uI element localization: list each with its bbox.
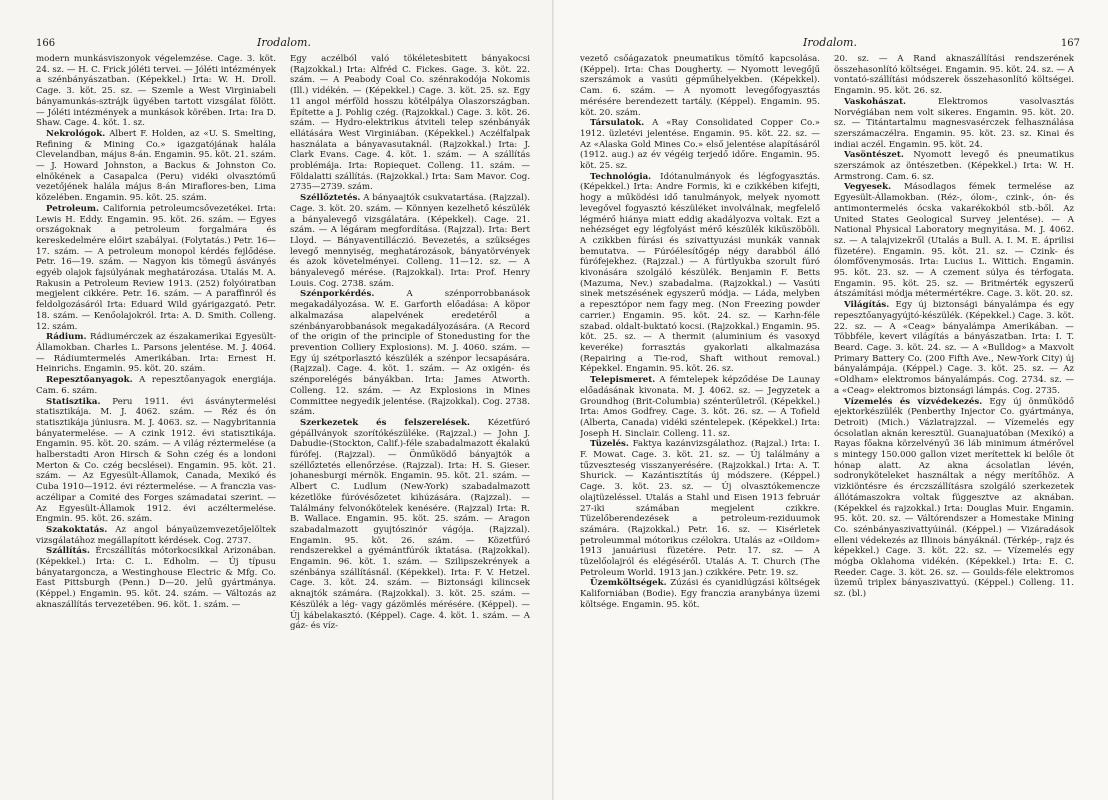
- entry-paragraph: [36, 54, 276, 129]
- entry-text: A fémtelepek képződése De Launay előadásának kivonata. M. J. 4062. sz. — Jegyzetek a Groundhog (Brit-Columbia) szénterületről. (Képekkel.) Irta: Amos Godfrey. Cage. 3. köt. 26. sz. — A Tofield (Alberta, Canada) vidéki széntelepek. (Képekkel.) Irta: Joseph H. Sinclair. Colleng. 11. sz.: [580, 375, 820, 439]
- section-heading: Üzemköltségek.: [590, 578, 667, 589]
- entry-text: Albert F. Holden, az «U. S. Smelting, Refining & Mining Co.» igazgatójának halála Clevelandban, május 8-án. Engamin. 95. köt. 21. szám. — J. Howard Johnston, a Backus & Johnston Co. elnökének a Casapalca (Peru) vidéki olvasztómű vezetőjének halála május 8-án Miraflores-ben, Lima közelében. Engamin. 95. köt. 25. szám.: [36, 128, 276, 204]
- section-heading: Rádium.: [46, 332, 87, 343]
- section-heading: Petroleum.: [46, 203, 99, 214]
- section-heading: Nekrológok.: [46, 128, 106, 139]
- entry-text: Peru 1911. évi ásványtermelési statisztikája. M. J. 4062. szám. — Réz és ón statisztikája júniusra. M. J. 4063. sz. — Nagybritannia bányatermelése. — A czink 1912. évi statisztikája. Engamin. 95. köt. 20. szám. — A világ réztermelése (a halberstadti Aron Hirsch & Sohn czég és a londoni Merton & Co. czég becslései). Engamin. 95. köt. 21. szám. — Az Egyesült-Államok, Canada, Mexikó és Cuba 1910—1912. évi réztermelése. — A franczia vas- aczélipar a Comité des Forges számadatai szerint. — Az Egyesült-Államok 1912. évi aczéltermelése. Engmin. 95. köt. 26. szám.: [36, 396, 276, 525]
- running-head: Irodalom.: [257, 36, 311, 49]
- entry-text: vezető csőágazatok pneumatikus tömítő kapcsolása. (Képpel). Irta: Chas Dougherty. — Nyomott levegőjű szerszámok a vasúti gépműhelyekben. (Képekkel). Cam. 6. szám. — A nyomott levegőfogyasztás mérésére berendezett tartály. (Képpel). Engamin. 95. köt. 20. szám.: [580, 54, 820, 118]
- page-number: 167: [1060, 38, 1080, 49]
- section-heading: Szakoktatás.: [46, 524, 108, 535]
- entry-paragraph: [36, 546, 276, 610]
- text-column: [580, 54, 820, 794]
- section-heading: Vegyesek.: [844, 182, 892, 193]
- entry-paragraph: [580, 172, 820, 375]
- section-heading: Szénporkérdés.: [300, 289, 375, 300]
- entry-text: Idótanulmányok és légfogyasztás. (Képekkel.) Irta: Andre Formis, ki e czikkében kifejti, hogy a működési idő tanulmányok, melyek nyomott levegővel fogyasztó készüléket involválnak, megfelelő légmérő hiánya miatt eddig akadályozva voltak. Ezt a nehézséget egy légfolyást mérő készülék kiküszöböli. A czikkben fúrási és szivattyuzási munkák vannak bemutatva. — Fúróélesítőgép négy darabból álló fúrófejekhez. (Rajzzal.) — A fúrtlyukba szorult fúró kivonására szolgáló készülék. Benjamin F. Betts (Mazuma, Nev.) szabadalma. (Rajzokkal.) — Vasúti sinek metszésének egyszerű módja. — Láda, melyben a repesztópor nem fagy meg. (Non Freezing powder carrier.) Engamin. 95. köt. 24. sz. — Karhn-féle szabad. oldalt-buktató kocsi. (Rajzokkal.) Engamin. 95. köt. 25. sz. — A thermit (aluminium és vasoxyd keveréke) forrasztás gyakorlati alkalmazása (Repairing a Tie-rod, Shaft without removal.) Képekkel. Engamin. 95. köt. 26. sz.: [580, 171, 820, 375]
- entry-text: Egy új önműködő ejektorkészülék (Penberthy Injector Co. gyártmánya, Detroit) (Mich.) Vázlatrajzzal. — Vízemelés egy ócsolatlan aknán keresztül. Guanajuatóban (Mexikó) a Rayas főakna körzelvényű 36 láb minimum átmérővel s mintegy 150.000 gallon vizet merítettek ki belőle öt hónap alatt. Az akna ácsolatlan lévén, sodronyköteleket használtak a négy merítőhöz. A vizkiöntésre és érczszállításra szolgáló szerkezetek állótámaszokra voltak függesztve az aknában. (Képekkel és rajzokkal.) Irta: Douglas Muir. Engamin. 95. köt. 20. sz. — Váltórendszer a Homestake Mining Co. szénbányaszivattyúinál. (Képpel.) — Vizáradások elleni védekezés az Illinois bányáknál. (Térkép-, rajz és képekkel.) Cage. 3. köt. 22. sz. — Vízemelés egy mógba Oklahoma vidékén. (Képekkel.) Irta: E. C. Reeder. Cage. 3. köt. 26. sz. — Goulds-féle elektromos üzemű triplex bányaszivattyú. (Képpel.) Colleng. 11. sz. (bl.): [834, 396, 1074, 600]
- section-heading: Vízemelés és vízvédekezés.: [844, 396, 983, 407]
- entry-text: Kézetfúró gépállványok szorítókészüléke. (Rajzzal.) — John J. Dabudie-(Stockton, Calif.)-féle szabadalmazott ékalakú fúrófej. (Rajzzal). — Önműködő bányajtók a széllőztetés ellenőrzése. (Rajzzal). Irta: H. S. Gieser. johanesburgi mérnök. Engamin. 95. köt. 21. szám. — Albert C. Ludlum (New-York) szabadalmazott kézetlöke fúróvésőzetet kihúzására. (Rajzzal). — Találmány felvonókötelek kenésére. (Rajzzal) Irta: R. B. Wallace. Engamin. 95. köt. 25. szám. — Aragon szabadalmazott gyujtószinór vágója. (Rajzzal). Engamin. 95. köt. 26. szám. — Közetfúró rendszerekkel a gyémántfúrók iktatása. (Rajzokkal). Engamin. 96. köt. 1. szám. — Szilipszekrények a szénbánya szállításnál. (Képekkel). Irta: F. V. Hetzel. Cage. 3. köt. 24. szám. — Biztonsági kilincsek aknajtók számára. (Rajzokkal). 3. köt. 25. szám. — Készülék a lég- vagy gázömlés mérésére. (Képpel). — Új kábelakasztó. (Képpel). Cage. 4. köt. 1. szám. — A gáz- és víz-: [290, 417, 530, 632]
- section-heading: Vaskohászat.: [844, 96, 907, 107]
- entry-paragraph: [36, 397, 276, 525]
- section-heading: Statisztika.: [46, 396, 101, 407]
- left-page-header: [36, 28, 532, 54]
- entry-paragraph: [834, 300, 1074, 396]
- section-heading: Vasöntészet.: [844, 150, 904, 161]
- section-heading: Világítás.: [844, 300, 890, 311]
- entry-paragraph: [834, 150, 1074, 182]
- entry-text: Ércszállítás mótorkocsikkal Arizonában. (Képekkel.) Irta: C. L. Edholm. — Új típusu bányatargoncza, a Westinghouse Electric & Mfg. Co. East Pittsburgh (Penn.) D—20. jelű gyártmánya. (Képpel.) Engamin. 95. köt. 24. szám. — Változás az aknaszállítás tervezetében. 96. köt. 1. szám. —: [36, 546, 276, 610]
- entry-paragraph: [290, 54, 530, 193]
- entry-text: Egy új biztonsági bányalámpa és egy repesztőanyagyújtó-készülék. (Képekkel.) Cage. 3. köt. 22. sz. — A «Ceag» bányalámpa Amerikában. — Többféle, kevert világítás a bányászatban. Irta: I. T. Beard. Cage. 3. köt. 24. sz. — A «Bulldog» a Maxvolt Primary Battery Co. (200 Fifth Ave., New-York City) új bányalámpája. (Képpel.) Cage. 3. köt. 25. sz. — Az «Oldham» elektromos bányalámpás. Cog. 2734. sz. — a «Ceag» elektromos biztonsági lámpás. Cog. 2735.: [834, 300, 1074, 396]
- section-heading: Repesztőanyagok.: [46, 375, 133, 386]
- text-column: [36, 54, 276, 794]
- entry-text: A «Ray Consolidated Copper Co.» 1912. üzletévi jelentése. Engamin. 95. köt. 22. sz. — Az «Alaska Gold Mines Co.» első jelentése alapításáról (1912. aug.) az év végéig terjedő időre. Engamin. 95. köt. 25. sz.: [580, 118, 820, 172]
- entry-paragraph: [36, 204, 276, 332]
- entry-paragraph: [834, 397, 1074, 600]
- entry-paragraph: [36, 129, 276, 204]
- right-page: [554, 0, 1108, 800]
- entry-text: Másodlagos fémek termelése az Egyesült-Államokban. (Réz-, ólom-, czink-, ón- és antimontermelés ócska vakarékokból stb.-ből. Az United States Geological Survey jelentése). — A National Physical Laboratory megnyitása. M. J. 4062. sz. — A talajvizekről (Utalás a Bull. A. I. M. E. áprilisi füzetére). Engamin. 95. köt. 21. sz. — Czink- és ólomfővenymosás. Irta: Lucius L. Wittich. Engamin. 95. köt. 23. sz. — A czement súlya és térfogata. Engamin. 95. köt. 25. sz. — Britmérték egyszerű átszámítási módja métermértékre. Cage. 3. köt. 20. sz.: [834, 182, 1074, 300]
- entry-text: Rádiumérczek az északamerikai Egyesült-Államokban. Charles L. Parsons jelentése. M. J. 4064. — Rádiumtermelés Amerikában. Irta: Ernest H. Heinrichs. Engamin. 95. köt. 20. szám.: [36, 332, 276, 375]
- entry-paragraph: [580, 439, 820, 578]
- entry-paragraph: [290, 289, 530, 417]
- running-head: Irodalom.: [803, 36, 857, 49]
- right-page-header: [580, 28, 1080, 54]
- entry-paragraph: [834, 54, 1074, 97]
- entry-text: Nyomott levegő és pneumatikus szerszámok az öntészetben. (Képekkel.) Irta: W. H. Armstrong. Cam. 6. sz.: [834, 150, 1074, 182]
- entry-text: Faktya kazánvizsgálathoz. (Rajzal.) Irta: I. F. Mowat. Cage. 3. köt. 21. sz. — Új találmány a tűzveszteség visszanyerésére. (Rajzokkal.) Irta: A. T. Shurick. — Kazántisztítás új módszere. (Képpel.) Cage. 3. köt. 23. sz. — Új olvasztókemencze olajtüzeléssel. Utalás a Stahl und Eisen 1913 február 27-iki számában megjelent czikkre. Tüzelőberendezések a petroleum-reziduumok számára. (Rajzokkal.) Petr. 16. sz. — Kisérletek petroleummal mótorikus czélokra. Utalás az «Oildom» 1913 januáriusi füzetére. Petr. 17. sz. — A tüzelőolajról és elégéséről. Utalás A. T. Church (The Petroleum World. 1913 jan.) czikkére. Petr. 19. sz.: [580, 439, 820, 578]
- entry-paragraph: [290, 193, 530, 289]
- entry-text: A repesztőanyagok energiája. Cam. 6. szám.: [36, 375, 276, 396]
- entry-text: modern munkásviszonyok végelemzése. Cage. 3. köt. 24. sz. — H. C. Frick jóléti tervei. — Jóléti intézmények a szénbányászatban. (Képekkel.) Irta: W. H. Droll. Cage. 3. köt. 25. sz. — Szemle a West Virginiabeli bányamunkás-sztrájk ügyében tartott vizsgálat fölött. — Jóléti intézmények a munkások körében. Irta: Ira D. Shaw. Cage. 4. köt. 1. sz.: [36, 54, 276, 129]
- entry-paragraph: [36, 375, 276, 396]
- entry-text: Egy aczélból való tökéletesbitett bányakocsi (Rajzokkal.) Irta: Alfréd C. Fickes. Gage. 3. köt. 22. szám. — A Peabody Coal Co. szénrakodója Nokomis (Ill.) vidékén. — (Képekkel.) Cage. 3. köt. 25. sz. Egy 11 angol mérföld hosszu kötélpálya Olaszországban. Építette a J. Pohlig czég. (Rajzokkal.) Cage. 3. köt. 26. szám. — Hydro-elektrikus átviteli telep szénbányák ellátására West Virginiában. (Képekkel.) Aczélfalpak használata a bányavasutaknál. (Rajzokkal.) Irta: J. Clark Evans. Cage. 4. köt. 1. szám. — A szállítás problémája. Irta: Ropiequet. Colleng. 11. szám. — Földalatti szállítás. (Rajzokkal.) Irta: Sam Mavor. Cog. 2735—2739. szám.: [290, 54, 530, 193]
- text-column: [834, 54, 1074, 794]
- section-heading: Telepismeret.: [590, 375, 656, 386]
- entry-text: A bányaajtók csukvatartása. (Rajzzal). Cage. 3. köt. 20. szám. — Könnyen kezelhető készülék a bányalevegő vizsgálatára. (Képekkel). Cage. 21. szám. — A légáram megfordítása. (Rajzzal). Irta: Bert Lloyd. — Bányaventilláczió. Bevezetés, a szükséges levegő mennyiség, meghatározások, bányatörvények és azok követelményei. Colleng. 11—12. sz. — A bányalevegő mérése. (Rajzokkal). Irta: Prof. Henry Louis. Cog. 2738. szám.: [290, 193, 530, 289]
- section-heading: Tüzelés.: [590, 439, 629, 450]
- entry-paragraph: [36, 525, 276, 546]
- section-heading: Szerkezetek és felszerelések.: [300, 417, 470, 428]
- entry-text: 20. sz. — A Rand aknaszállítási rendszerének összehasonlító költségei. Engamin. 95. köt. 24. sz. — A vontató-szállítási módszerek összehasonlító költségei. Engamin. 95. köt. 26. sz.: [834, 54, 1074, 97]
- entry-paragraph: [580, 54, 820, 118]
- page-number: 166: [36, 38, 56, 49]
- entry-paragraph: [36, 332, 276, 375]
- text-column: [290, 54, 530, 794]
- entry-paragraph: [580, 578, 820, 610]
- section-heading: Technológia.: [590, 171, 652, 182]
- entry-text: A szénporrobbanások megakadályozása. W. E. Garforth előadása: A köpor alkalmazása alapelvének eredetéről a szénbányarobbanások megakadályozására. (A Record of the origin of the principle of Stonedusting for the prevention Colliery Explosions). M. J. 4060. szám. — Egy új szétporlasztó készülék a szénpor lecsapására. (Rajzzal). Cage. 4. köt. 1. szám. — Az oxigén- és szénporelégés bányákban. Irta: James Atworth. Colleng. 12. szám. — Az Explosions in Mines Committee negyedik jelentése. (Rajzokkal). Cog. 2738. szám.: [290, 289, 530, 418]
- entry-paragraph: [580, 375, 820, 439]
- entry-text: Az angol bányaüzemvezetőjelöltek vizsgálatához megállapított kérdések. Cog. 2737.: [36, 524, 276, 546]
- section-heading: Szállítás.: [46, 546, 90, 557]
- entry-paragraph: [834, 97, 1074, 151]
- entry-text: Elektromos vasolvasztás Norvégiában nem volt sikeres. Engamin. 95. köt. 20. sz. — Titántartalmu magnesvasérczek felhasználása szerszámaczélra. Engamin. 95. köt. 23. sz. Kinai és indiai aczél. Engamin. 95. köt. 24.: [834, 96, 1074, 150]
- section-heading: Társulatok.: [590, 118, 645, 129]
- entry-paragraph: [290, 418, 530, 632]
- section-heading: Széllőztetés.: [300, 193, 361, 204]
- entry-text: Zúzási és cyanidlúgzási költségek Kaliforniában (Bodie). Egy franczia aranybánya üzemi költsége. Engamin. 95. köt.: [580, 578, 820, 610]
- entry-text: California petroleumcsővezetékei. Irta: Lewis H. Eddy. Engamin. 95. köt. 26. szám. — Egyes országoknak a petroleum forgalmára és kereskedelmére előirt szabályai. (Folytatás.) Petr. 16—17. szám. — A petroleum monopol kérdés fejlődése. Petr. 16—19. szám. — Nagyon kis tömegű ásványés egyéb olajok fajsúlyának meghatározása. Utalás M. A. Rakusin a Petroleum Review 1913. (252) folyóiratban megjelent cikkére. Petr. 16. szám. — A paraffinról és feldolgozásáról Irta: Eduard Wild gyárigazgató. Petr. 18. szám. — Kenőolajokról. Irta: A. D. Smith. Colleng. 12. szám.: [36, 203, 276, 332]
- entry-paragraph: [834, 182, 1074, 300]
- entry-paragraph: [580, 118, 820, 172]
